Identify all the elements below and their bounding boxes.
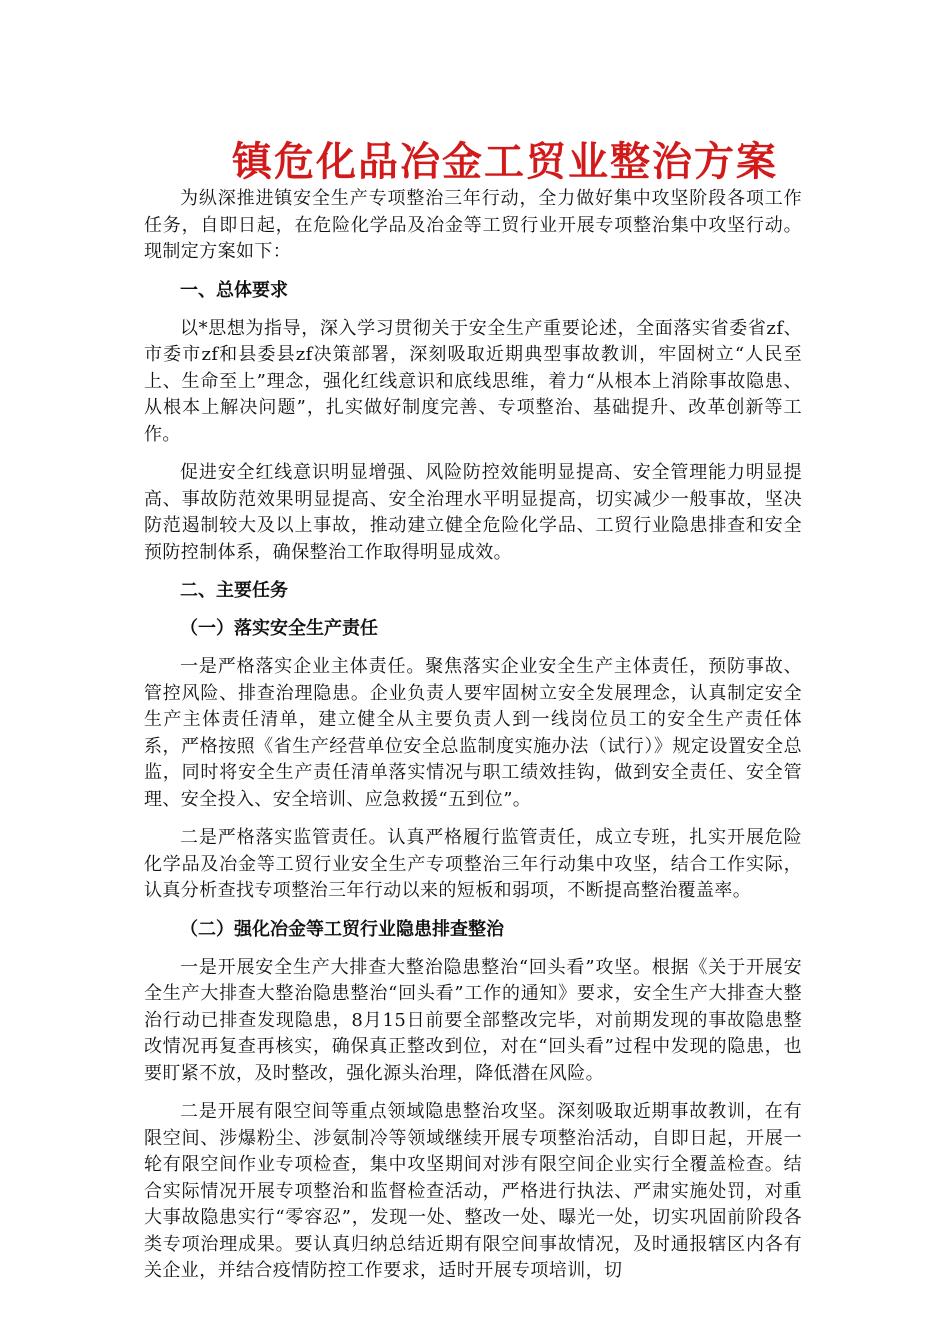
section-heading-main-tasks: 二、主要任务 bbox=[180, 580, 288, 601]
general-requirements-paragraph-1: 以*思想为指导，深入学习贯彻关于安全生产重要论述，全面落实省委省zf、市委市zf和县委县zf决策部署，深刻吸取近期典型事故教训，牢固树立“人民至上、生命至上”理念，强化红线意识和底线思维，着力“从根本上消除事故隐患、从根本上解决问题”，扎实做好制度完善、专项整治、基础提升、改革创新等工作。 bbox=[144, 317, 802, 445]
document-title: 镇危化品冶金工贸业整治方案 bbox=[232, 139, 778, 185]
general-requirements-paragraph-2: 促进安全红线意识明显增强、风险防控效能明显提高、安全管理能力明显提高、事故防范效果明显提高、安全治理水平明显提高，切实减少一般事故，坚决防范遏制较大及以上事故，推动建立健全危险化学品、工贸行业隐患排查和安全预防控制体系，确保整治工作取得明显成效。 bbox=[144, 462, 802, 563]
subsection-heading-safety-responsibility: （一）落实安全生产责任 bbox=[180, 618, 378, 639]
section-heading-general-requirements: 一、总体要求 bbox=[180, 279, 288, 301]
document-body bbox=[144, 186, 802, 1285]
hazard-inspection-paragraph-1: 一是开展安全生产大排查大整治隐患整治“回头看”攻坚。根据《关于开展安全生产大排查大整治隐患整治“回头看”工作的通知》要求，安全生产大排查大整治行动已排查发现隐患，8月15日前要全部整改完毕，对前期发现的事故隐患整改情况再复查再核实，确保真正整改到位，对在“回头看”过程中发现的隐患，也要盯紧不放，及时整改，强化源头治理，降低潜在风险。 bbox=[144, 956, 802, 1084]
safety-responsibility-paragraph-1: 一是严格落实企业主体责任。聚焦落实企业安全生产主体责任，预防事故、管控风险、排查治理隐患。企业负责人要牢固树立安全发展理念，认真制定安全生产主体责任清单，建立健全从主要负责人到一线岗位员工的安全生产责任体系，严格按照《省生产经营单位安全总监制度实施办法（试行）》规定设置安全总监，同时将安全生产责任清单落实情况与职工绩效挂钩，做到安全责任、安全管理、安全投入、安全培训、应急救援“五到位”。 bbox=[144, 656, 802, 810]
safety-responsibility-paragraph-2: 二是严格落实监管责任。认真严格履行监管责任，成立专班，扎实开展危险化学品及冶金等工贸行业安全生产专项整治三年行动集中攻坚，结合工作实际，认真分析查找专项整治三年行动以来的短板和弱项，不断提高整治覆盖率。 bbox=[144, 827, 802, 901]
subsection-heading-hazard-inspection: （二）强化冶金等工贸行业隐患排查整治 bbox=[180, 918, 504, 940]
intro-paragraph: 为纵深推进镇安全生产专项整治三年行动，全力做好集中攻坚阶段各项工作任务，自即日起，在危险化学品及冶金等工贸行业开展专项整治集中攻坚行动。现制定方案如下： bbox=[144, 188, 802, 262]
hazard-inspection-paragraph-2: 二是开展有限空间等重点领域隐患整治攻坚。深刻吸取近期事故教训，在有限空间、涉爆粉尘、涉氨制冷等领域继续开展专项整治活动，自即日起，开展一轮有限空间作业专项检查，集中攻坚期间对涉有限空间企业实行全覆盖检查。结合实际情况开展专项整治和监督检查活动，严格进行执法、严肃实施处罚，对重大事故隐患实行“零容忍”，发现一处、整改一处、曝光一处，切实巩固前阶段各类专项治理成果。要认真归纳总结近期有限空间事故情况，及时通报辖区内各有关企业，并结合疫情防控工作要求，适时开展专项培训，切 bbox=[144, 1101, 802, 1281]
